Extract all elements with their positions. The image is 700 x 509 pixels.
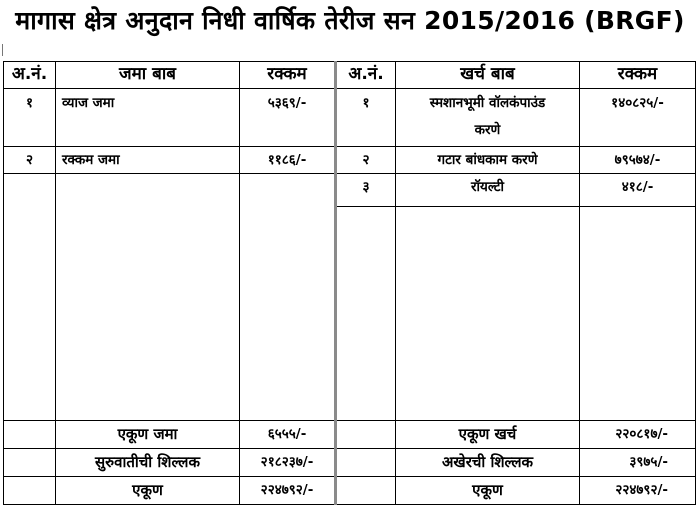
opening-balance-amount: २१८२३७/- — [260, 454, 314, 470]
expense-row2-border — [336, 173, 696, 174]
receipt-row1-border — [3, 146, 336, 147]
expense-head: गटार बांधकाम करणे — [437, 152, 538, 168]
expense-head-line1: स्मशानभूमी वॉलकंपाउंड — [429, 95, 546, 111]
receipt-sr: २ — [25, 152, 34, 168]
expense-amount-header: रक्कम — [617, 64, 658, 84]
table-bottom-border — [3, 504, 696, 505]
totals-row2-border — [3, 476, 696, 477]
expense-total-label: एकूण खर्च — [458, 425, 517, 443]
expense-amount: ४१८/- — [621, 179, 654, 195]
receipt-head: व्याज जमा — [62, 95, 115, 111]
text-cursor — [2, 44, 3, 56]
expense-sr-header: अ.नं. — [348, 64, 384, 84]
page-title: मागास क्षेत्र अनुदान निधी वार्षिक तेरीज सन 2015/2016 (BRGF) — [15, 6, 685, 35]
table-top-border — [3, 61, 696, 62]
expense-row3-border — [336, 206, 696, 207]
expense-amount: १४०८२५/- — [611, 95, 664, 111]
header-bottom-border — [3, 88, 696, 89]
expense-total-amount: २२०८१७/- — [615, 426, 668, 442]
opening-balance-label: सुरुवातीची शिल्लक — [95, 453, 200, 471]
receipt-sr: १ — [25, 95, 34, 111]
expense-sr: ३ — [362, 179, 370, 195]
receipt-head: रक्कम जमा — [62, 152, 120, 168]
totals-row1-border — [3, 448, 696, 449]
receipt-sr-header: अ.नं. — [11, 64, 48, 84]
table-left-border — [3, 61, 4, 505]
receipt-head-header: जमा बाब — [119, 64, 176, 84]
totals-top-border — [3, 420, 696, 421]
expense-grand-total-label: एकूण — [472, 481, 503, 499]
receipt-total-amount: ६५५५/- — [267, 426, 307, 442]
receipt-amount: ५३६९/- — [267, 95, 307, 111]
receipt-grand-total-label: एकूण — [132, 481, 163, 499]
expense-amount: ७९५७४/- — [614, 152, 661, 168]
receipt-total-label: एकूण जमा — [117, 425, 178, 443]
expense-sr: २ — [362, 152, 370, 168]
receipt-amount-header: रक्कम — [267, 64, 307, 84]
expense-grand-total-amount: २२४७९२/- — [615, 482, 668, 498]
closing-balance-label: अखेरची शिल्लक — [441, 453, 534, 471]
table-right-border — [695, 61, 696, 505]
expense-sr: १ — [362, 95, 370, 111]
expense-row1-border — [336, 146, 696, 147]
expense-head: रॉयल्टी — [470, 179, 505, 195]
center-divider — [334, 61, 337, 505]
receipt-grand-total-amount: २२४७९२/- — [260, 482, 314, 498]
receipt-row2-border — [3, 173, 336, 174]
closing-balance-amount: ३९७५/- — [629, 454, 668, 470]
receipt-amount: ११८६/- — [267, 152, 307, 168]
expense-head-header: खर्च बाब — [460, 64, 515, 84]
expense-head-line2: करणे — [474, 122, 501, 138]
